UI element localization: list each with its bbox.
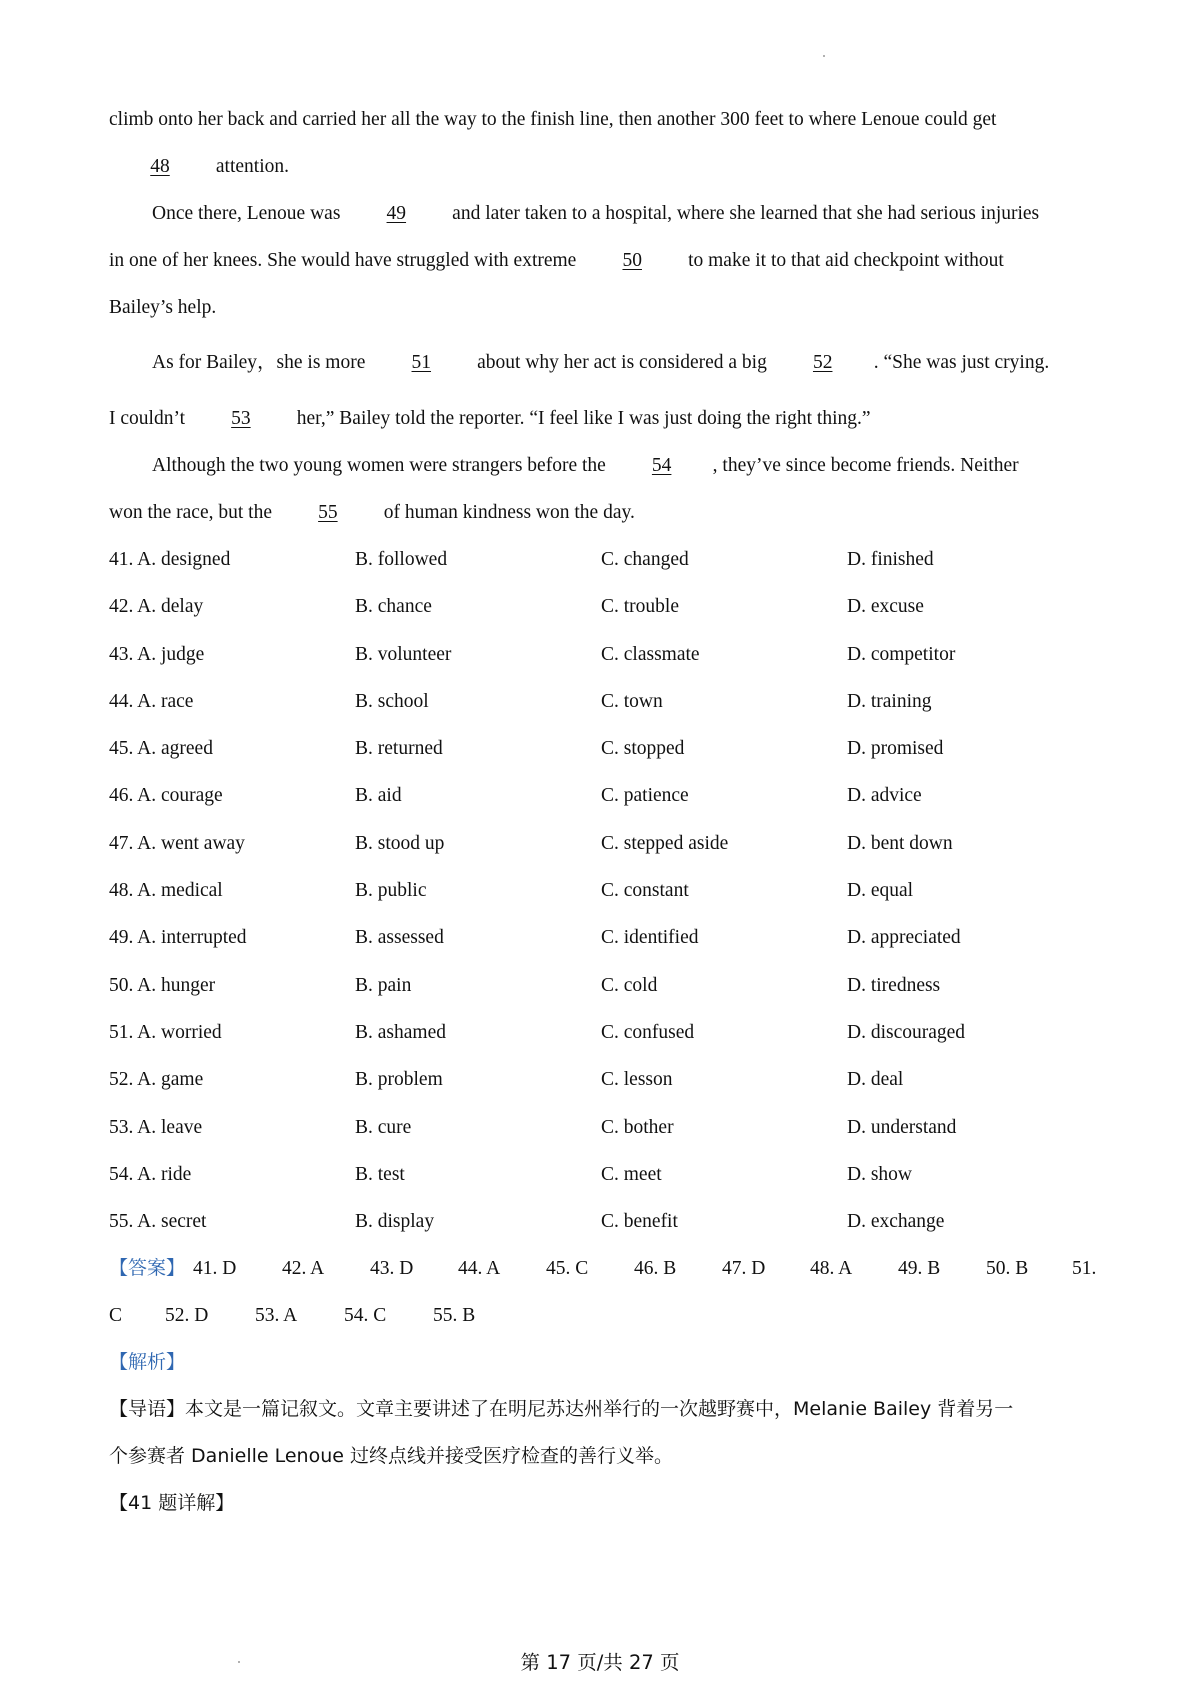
passage-line: climb onto her back and carried her all the way to the finish line, then another 300 feet to where Lenoue could get — [109, 109, 997, 130]
passage-line: 48 attention. — [109, 143, 1094, 190]
option-row — [109, 820, 1094, 867]
answer-item: 52. D — [165, 1305, 209, 1327]
option-a: 53. A. leave — [109, 1116, 203, 1138]
option-c: C. stopped — [601, 738, 685, 760]
option-d: D. show — [847, 1163, 913, 1185]
option-d: D. deal — [847, 1069, 904, 1091]
option-b: B. aid — [355, 785, 402, 807]
option-row — [109, 1009, 1094, 1056]
option-d: D. exchange — [847, 1211, 945, 1233]
option-c: C. constant — [601, 880, 689, 902]
option-c: C. town — [601, 690, 663, 712]
option-row — [109, 1198, 1094, 1245]
option-b: B. stood up — [355, 832, 445, 854]
scan-speck — [823, 55, 825, 57]
option-c: C. cold — [601, 974, 658, 996]
option-b: B. cure — [355, 1116, 412, 1138]
option-c: C. trouble — [601, 596, 679, 618]
option-b: B. display — [355, 1211, 435, 1233]
option-b: B. test — [355, 1163, 405, 1185]
answer-item: 54. C — [344, 1305, 387, 1327]
passage-line: Bailey’s help. — [109, 297, 217, 318]
option-row — [109, 1151, 1094, 1198]
page-number: 第 17 页/共 27 页 — [520, 1651, 680, 1674]
option-d: D. training — [847, 690, 932, 712]
option-b: B. followed — [355, 549, 448, 570]
answer-item: 48. A — [810, 1258, 853, 1280]
option-a: 41. A. designed — [109, 549, 231, 570]
passage-line: Once there, Lenoue was 49 and later taken to a hospital, where she learned that she had serious injuries — [109, 190, 1094, 237]
answer-row — [109, 1292, 1094, 1339]
answer-item: 46. B — [634, 1258, 677, 1280]
option-row — [109, 962, 1094, 1009]
option-d: D. finished — [847, 549, 934, 570]
option-a: 52. A. game — [109, 1069, 204, 1091]
option-d: D. promised — [847, 738, 944, 760]
blank-55: 55 — [318, 502, 338, 523]
option-d: D. equal — [847, 880, 914, 902]
blank-48: 48 — [150, 156, 170, 177]
option-a: 47. A. went away — [109, 832, 245, 854]
option-b: B. volunteer — [355, 643, 452, 665]
passage-line: Although the two young women were strangers before the 54 , they’ve since become friends. Neither — [109, 442, 1094, 489]
blank-51: 51 — [411, 352, 432, 373]
option-c: C. changed — [601, 549, 689, 570]
blank-53: 53 — [231, 408, 251, 429]
option-a: 45. A. agreed — [109, 738, 213, 760]
option-row — [109, 867, 1094, 914]
option-d: D. competitor — [847, 643, 956, 665]
option-a: 54. A. ride — [109, 1163, 192, 1185]
passage-line: won the race, but the 55 of human kindness won the day. — [109, 489, 1094, 536]
option-row — [109, 583, 1094, 630]
question-heading: 【41 题详解】 — [109, 1492, 235, 1515]
option-a: 49. A. interrupted — [109, 927, 247, 949]
option-a: 55. A. secret — [109, 1211, 207, 1233]
option-b: B. public — [355, 880, 427, 902]
option-c: C. confused — [601, 1021, 695, 1043]
option-c: C. meet — [601, 1163, 662, 1185]
option-c: C. patience — [601, 785, 689, 807]
blank-54: 54 — [651, 455, 672, 476]
option-c: C. benefit — [601, 1211, 678, 1233]
analysis-label: 【解析】 — [109, 1351, 186, 1374]
answer-item: 51. — [1072, 1258, 1097, 1280]
analysis-heading-line — [109, 1339, 1094, 1386]
option-c: C. lesson — [601, 1069, 673, 1091]
option-c: C. stepped aside — [601, 832, 729, 854]
option-row — [109, 914, 1094, 961]
option-a: 42. A. delay — [109, 596, 204, 618]
option-d: D. excuse — [847, 596, 924, 618]
option-d: D. discouraged — [847, 1021, 966, 1043]
answer-item: 42. A — [282, 1258, 325, 1280]
answer-label: 【答案】 — [109, 1257, 186, 1280]
option-a: 46. A. courage — [109, 785, 223, 807]
passage-line: As for Bailey，she is more 51 about why her act is considered a big 52 . “She was just crying. — [109, 331, 1094, 395]
answer-item: 44. A — [458, 1258, 501, 1280]
option-d: D. understand — [847, 1116, 957, 1138]
option-c: C. identified — [601, 927, 699, 949]
answer-item: 43. D — [370, 1258, 414, 1280]
option-a: 50. A. hunger — [109, 974, 216, 996]
answer-item: 41. D — [193, 1258, 237, 1280]
option-d: D. advice — [847, 785, 922, 807]
passage-line: in one of her knees. She would have struggled with extreme 50 to make it to that aid checkpoint without — [109, 237, 1094, 284]
option-row — [109, 631, 1094, 678]
intro-line: 个参赛者 Danielle Lenoue 过终点线并接受医疗检查的善行义举。 — [109, 1445, 673, 1468]
blank-52: 52 — [812, 352, 833, 373]
answer-row — [109, 1245, 1097, 1292]
option-a: 48. A. medical — [109, 880, 223, 902]
option-b: B. ashamed — [355, 1021, 446, 1043]
option-b: B. assessed — [355, 927, 444, 949]
answer-item: 50. B — [986, 1258, 1029, 1280]
intro-line: 【导语】本文是一篇记叙文。文章主要讲述了在明尼苏达州举行的一次越野赛中，Melanie Bailey 背着另一 — [109, 1398, 1014, 1421]
passage-line: I couldn’t 53 her,” Bailey told the reporter. “I feel like I was just doing the right thing.” — [109, 395, 1094, 442]
option-b: B. chance — [355, 596, 432, 618]
option-b: B. problem — [355, 1069, 443, 1091]
answer-item: 49. B — [898, 1258, 941, 1280]
option-row — [109, 536, 1094, 583]
option-d: D. appreciated — [847, 927, 961, 949]
option-d: D. tiredness — [847, 974, 941, 996]
option-c: C. bother — [601, 1116, 674, 1138]
option-d: D. bent down — [847, 832, 953, 854]
option-a: 44. A. race — [109, 690, 194, 712]
page-content — [109, 96, 1097, 1527]
option-c: C. classmate — [601, 643, 700, 665]
options-list — [109, 536, 1094, 1245]
option-row — [109, 1056, 1094, 1103]
answer-item: 45. C — [546, 1258, 589, 1280]
option-row — [109, 1104, 1094, 1151]
option-row — [109, 772, 1094, 819]
option-a: 43. A. judge — [109, 643, 205, 665]
option-row — [109, 725, 1094, 772]
option-b: B. school — [355, 690, 429, 712]
blank-50: 50 — [622, 250, 642, 271]
answer-item: 53. A — [255, 1305, 298, 1327]
blank-49: 49 — [386, 203, 407, 224]
option-a: 51. A. worried — [109, 1021, 222, 1043]
option-b: B. returned — [355, 738, 443, 760]
option-b: B. pain — [355, 974, 412, 996]
answer-item: 47. D — [722, 1258, 766, 1280]
option-row — [109, 678, 1094, 725]
answer-item: C — [109, 1305, 123, 1327]
answer-item: 55. B — [433, 1305, 476, 1327]
